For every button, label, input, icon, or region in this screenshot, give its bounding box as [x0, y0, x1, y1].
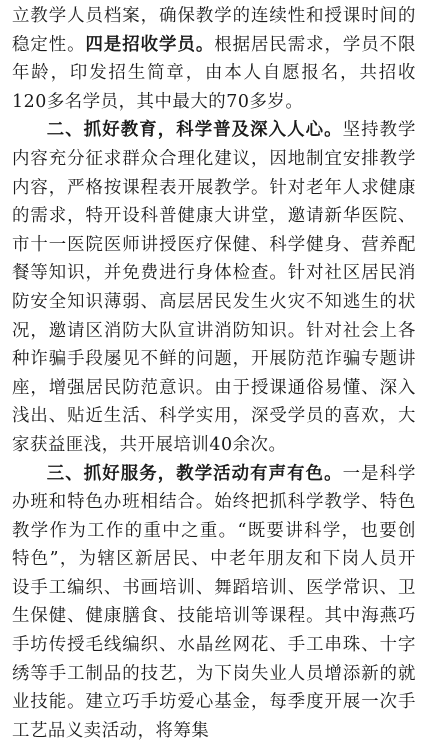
section-heading-education: 二、抓好教育，科学普及深入人心。: [47, 120, 343, 140]
section-heading-service: 三、抓好服务，教学活动有声有色。: [47, 464, 343, 484]
paragraph-1-text-a: 立教学人员档案，确保教学的连续性和授课时间的稳定性。: [12, 6, 416, 55]
paragraph-2-text: 坚持教学内容充分征求群众合理化建议，因地制宜安排教学内容，严格按课程表开展教学。针对老年人求健康的需求，特开设科普健康大讲堂，邀请新华医院、市十一医院医师讲授医疗保健、科学健身、营养配餐等知识，并免费进行身体检查。针对社区居民消防安全知识薄弱、高层居民发生火灾不知逃生的状况，邀请区消防大队宣讲消防知识。针对社会上各种诈骗手段屡见不鲜的问题，开展防范诈骗专题讲座，增强居民防范意识。由于授课通俗易懂、深入浅出、贴近生活、科学实用，深受学员的喜欢，大家获益匪浅，共开展培训40余次。: [12, 120, 416, 455]
heading-recruit-students: 四是招收学员。: [86, 35, 215, 55]
paragraph-2: [12, 116, 416, 459]
document-page: [12, 2, 416, 745]
paragraph-3-text: 一是科学办班和特色办班相结合。始终把抓科学教学、特色教学作为工作的重中之重。“既要讲科学，也要创特色”，为辖区新居民、中老年朋友和下岗人员开设手工编织、书画培训、舞蹈培训、医学常识、卫生保健、健康膳食、技能培训等课程。其中海燕巧手坊传授毛线编织、水晶丝网花、手工串珠、十字绣等手工制品的技艺，为下岗失业人员增添新的就业技能。建立巧手坊爱心基金，每季度开展一次手工艺品义卖活动，将筹集: [12, 464, 416, 741]
paragraph-1-text-b: 根据居民需求，学员不限年龄，印发招生简章，由本人自愿报名，共招收120多名学员，其中最大的70多岁。: [12, 35, 416, 112]
paragraph-1: [12, 2, 416, 116]
paragraph-3: [12, 460, 416, 745]
